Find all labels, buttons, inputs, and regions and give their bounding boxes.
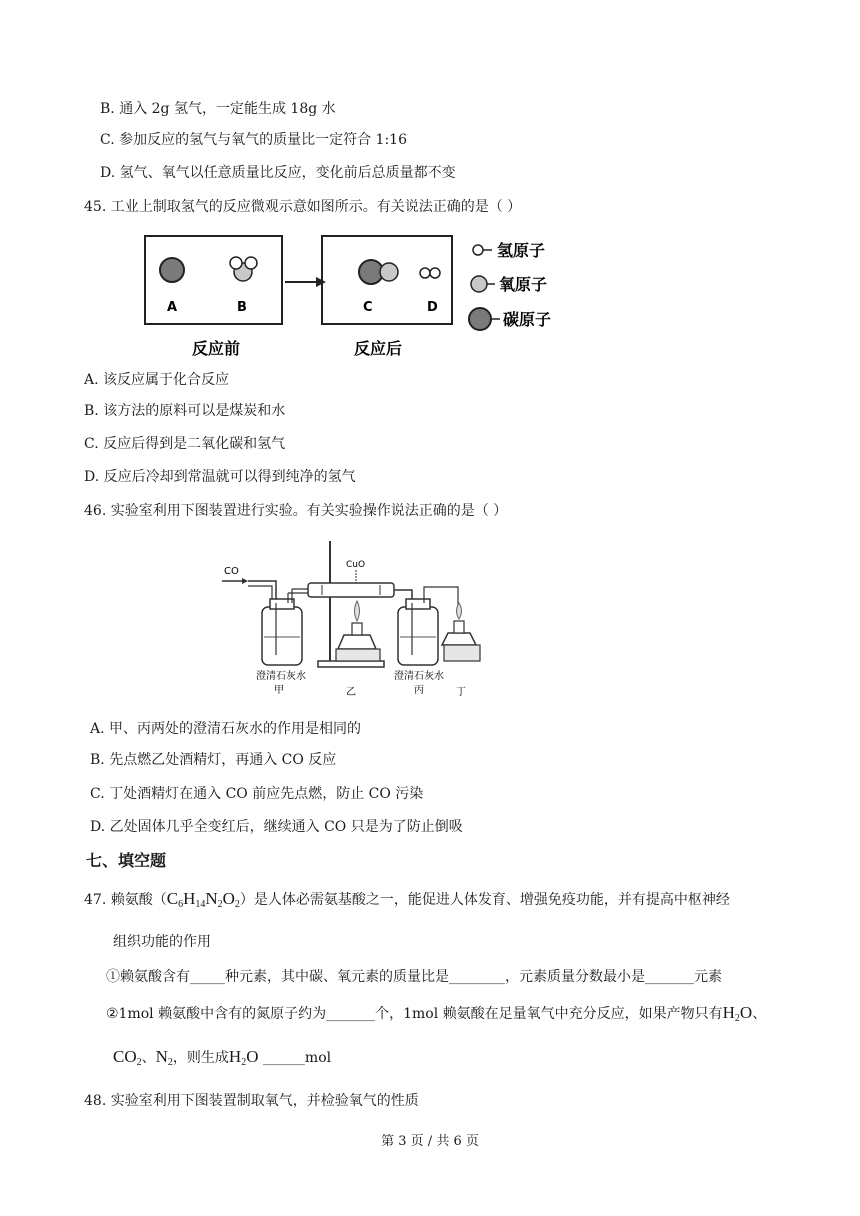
co-label: CO bbox=[224, 566, 239, 577]
q45-option-a: A. 该反应属于化合反应 bbox=[84, 372, 230, 388]
lamp-ding bbox=[442, 633, 476, 645]
label-a: A bbox=[167, 300, 178, 315]
page-number: 第 3 页 / 共 6 页 bbox=[381, 1134, 479, 1149]
hydrogen-atom-b1 bbox=[230, 257, 242, 269]
iron-stand-base bbox=[318, 661, 384, 667]
q46-option-d: D. 乙处固体几乎全变红后，继续通入 CO 只是为了防止倒吸 bbox=[90, 819, 463, 835]
label-ding: 丁 bbox=[456, 687, 466, 697]
mol-blank: ______mol bbox=[262, 1050, 332, 1066]
q46-apparatus-diagram bbox=[218, 537, 498, 697]
bottle-jia bbox=[262, 607, 302, 665]
combustion-tube bbox=[308, 583, 394, 597]
lysine-formula: $C_6H_{14}N_2O_2$ bbox=[166, 889, 240, 910]
lamp-yi bbox=[338, 635, 376, 649]
label-b: B bbox=[237, 300, 247, 315]
q45-reaction-diagram bbox=[140, 232, 580, 364]
h2o-formula: $H_2O$ bbox=[722, 1003, 753, 1024]
q45-stem: 45. 工业上制取氢气的反应微观示意如图所示。有关说法正确的是（ ） bbox=[84, 199, 522, 215]
section-title: 七、填空题 bbox=[86, 851, 167, 870]
q45-option-c: C. 反应后得到是二氧化碳和氢气 bbox=[84, 436, 286, 452]
q46-option-a: A. 甲、丙两处的澄清石灰水的作用是相同的 bbox=[90, 721, 362, 737]
q47-part1: ①赖氨酸含有_____种元素，其中碳、氧元素的质量比是________，元素质量分数最小是_______元素 bbox=[106, 969, 722, 985]
cuo-label: CuO bbox=[346, 560, 366, 570]
legend-carbon: 碳原子 bbox=[503, 310, 552, 329]
label-bing: 丙 bbox=[414, 685, 424, 696]
q47-stem-line2: 组织功能的作用 bbox=[113, 934, 211, 950]
q44-option-c: C. 参加反应的氢气与氧气的质量比一定符合 1:16 bbox=[100, 132, 408, 148]
q47-part3: $CO_2$、$N_2$，则生成$H_2O$ ______mol bbox=[113, 1047, 332, 1068]
legend-carbon-icon bbox=[469, 308, 491, 330]
q45-option-d: D. 反应后冷却到常温就可以得到纯净的氢气 bbox=[84, 469, 356, 485]
q47-stem-rest: ）是人体必需氨基酸之一，能促进人体发育、增强免疫功能，并有提高中枢神经 bbox=[239, 892, 730, 908]
q46-stem: 46. 实验室利用下图装置进行实验。有关实验操作说法正确的是（ ） bbox=[84, 503, 508, 519]
h2o-formula-2: $H_2O$ bbox=[228, 1047, 259, 1068]
bottle-bing bbox=[398, 607, 438, 665]
oxygen-atom-c bbox=[380, 263, 398, 281]
q46-option-c: C. 丁处酒精灯在通入 CO 前应先点燃，防止 CO 污染 bbox=[90, 786, 424, 802]
co2-formula: $CO_2$ bbox=[113, 1047, 142, 1068]
bottle2-label: 澄清石灰水 bbox=[394, 671, 444, 682]
carbon-atom-a bbox=[160, 258, 184, 282]
hydrogen-atom-b2 bbox=[245, 257, 257, 269]
label-yi: 乙 bbox=[346, 687, 356, 697]
q48-stem: 48. 实验室利用下图装置制取氧气，并检验氧气的性质 bbox=[84, 1093, 419, 1109]
legend-oxygen: 氧原子 bbox=[499, 275, 548, 294]
label-d: D bbox=[427, 300, 438, 315]
q47-part2: ②1mol 赖氨酸中含有的氮原子约为_______个，1mol 赖氨酸在足量氧气中充分反应，如果产物只有$H_2O$、 bbox=[106, 1003, 767, 1024]
legend-oxygen-icon bbox=[471, 276, 487, 292]
bottle1-label: 澄清石灰水 bbox=[256, 671, 306, 682]
n2-formula: $N_2$ bbox=[155, 1047, 173, 1068]
hydrogen-atom-d1 bbox=[420, 268, 430, 278]
label-jia: 甲 bbox=[274, 685, 284, 696]
q45-option-b: B. 该方法的原料可以是煤炭和水 bbox=[84, 403, 286, 419]
q47-stem bbox=[84, 889, 730, 915]
hydrogen-atom-d2 bbox=[430, 268, 440, 278]
legend-hydrogen: 氢原子 bbox=[497, 241, 546, 260]
label-c: C bbox=[363, 300, 373, 315]
legend-hydrogen-icon bbox=[473, 245, 483, 255]
caption-before: 反应前 bbox=[192, 339, 241, 358]
caption-after: 反应后 bbox=[354, 339, 403, 358]
q46-option-b: B. 先点燃乙处酒精灯，再通入 CO 反应 bbox=[90, 752, 337, 768]
q44-option-b: B. 通入 2g 氢气，一定能生成 18g 水 bbox=[100, 101, 336, 117]
q47-number: 47. 赖氨酸（ bbox=[84, 892, 167, 908]
q44-option-d: D. 氢气、氧气以任意质量比反应，变化前后总质量都不变 bbox=[100, 165, 456, 181]
